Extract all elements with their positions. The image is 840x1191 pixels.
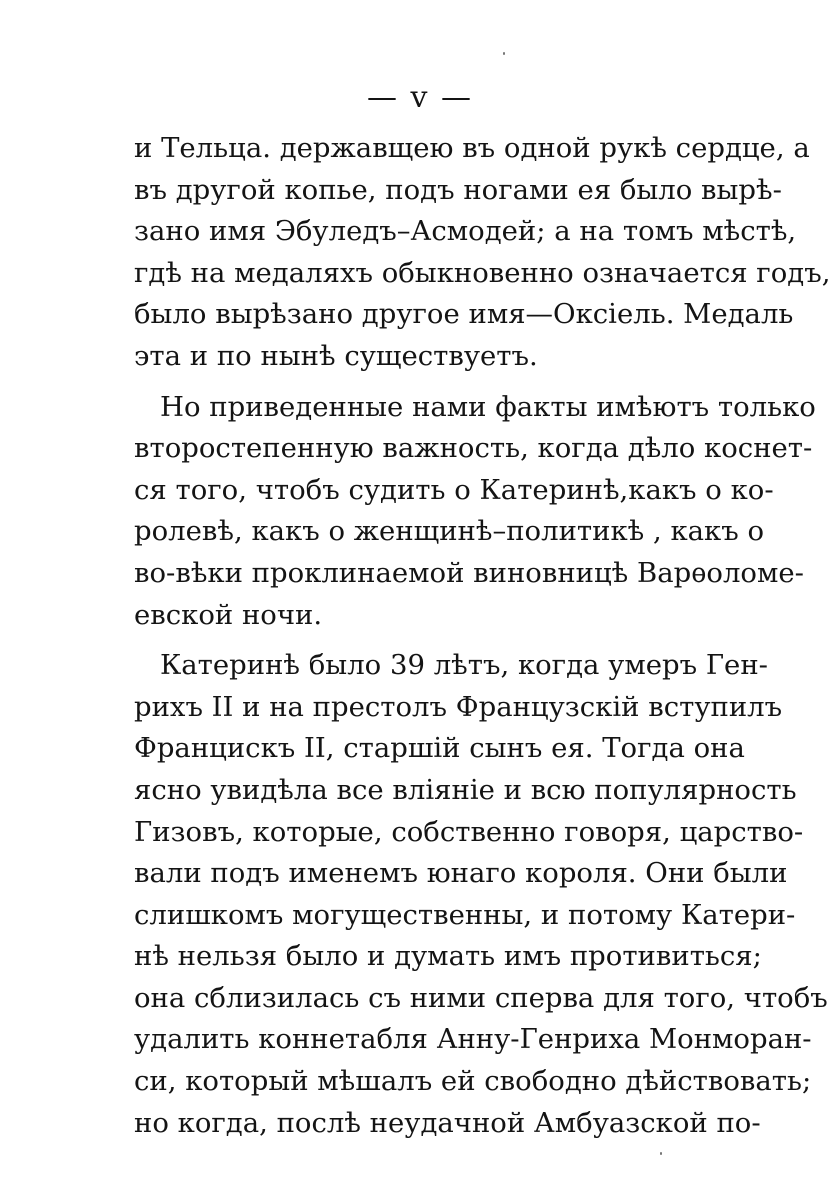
speck (503, 52, 505, 55)
text-line: слишкомъ могущественны, и потому Катери- (134, 898, 796, 931)
text-line: во-вѣки проклинаемой виновницѣ Варѳоломе- (134, 556, 804, 589)
text-line: удалить коннетабля Анну-Генриха Монморан- (134, 1023, 812, 1056)
text-line: зано имя Эбуледъ–Асмодей; а на томъ мѣстѣ, (134, 215, 797, 248)
text-line: она сблизилась съ ними сперва для того, чтобъ (134, 981, 828, 1014)
text-line: вали подъ именемъ юнаго короля. Они были (134, 857, 788, 890)
paragraph-3 (134, 645, 828, 1144)
paragraph-1 (134, 128, 831, 378)
text-line: рихъ II и на престолъ Французскій вступилъ (134, 690, 783, 723)
text-line: Катеринѣ было 39 лѣтъ, когда умеръ Ген- (160, 649, 768, 682)
text-line: евской ночи. (134, 598, 323, 631)
text-line: эта и по нынѣ существуетъ. (134, 339, 538, 372)
speck (660, 1152, 662, 1155)
text-line: ролевѣ, какъ о женщинѣ–политикѣ , какъ о (134, 515, 765, 548)
text-line: и Тельца. державщею въ одной рукѣ сердце, а (134, 132, 810, 164)
text-line: Францискъ II, старшій сынъ ея. Тогда она (134, 732, 745, 765)
text-line: Но приведенные нами факты имѣютъ только (160, 390, 816, 423)
paragraph-2 (134, 387, 816, 637)
text-line: но когда, послѣ неудачной Амбуазской по- (134, 1106, 761, 1139)
text-line: въ другой копье, подъ ногами ея было вырѣ- (134, 173, 782, 206)
text-line: нѣ нельзя было и думать имъ противиться; (134, 940, 762, 973)
text-line: си, который мѣшалъ ей свободно дѣйствовать; (134, 1065, 812, 1098)
page-number-header: — v — (366, 80, 474, 115)
text-line: Гизовъ, которые, собственно говоря, царство- (134, 815, 804, 848)
text-line: второстепенную важность, когда дѣло коснет- (134, 432, 813, 465)
text-line: гдѣ на медаляхъ обыкновенно означается годъ, (134, 256, 831, 289)
text-line: было вырѣзано другое имя—Оксіель. Медаль (134, 298, 794, 331)
text-line: ся того, чтобъ судить о Катеринѣ,какъ о ко- (134, 473, 774, 506)
body-text (134, 128, 831, 1153)
text-line: ясно увидѣла все вліяніе и всю популярность (134, 773, 797, 806)
